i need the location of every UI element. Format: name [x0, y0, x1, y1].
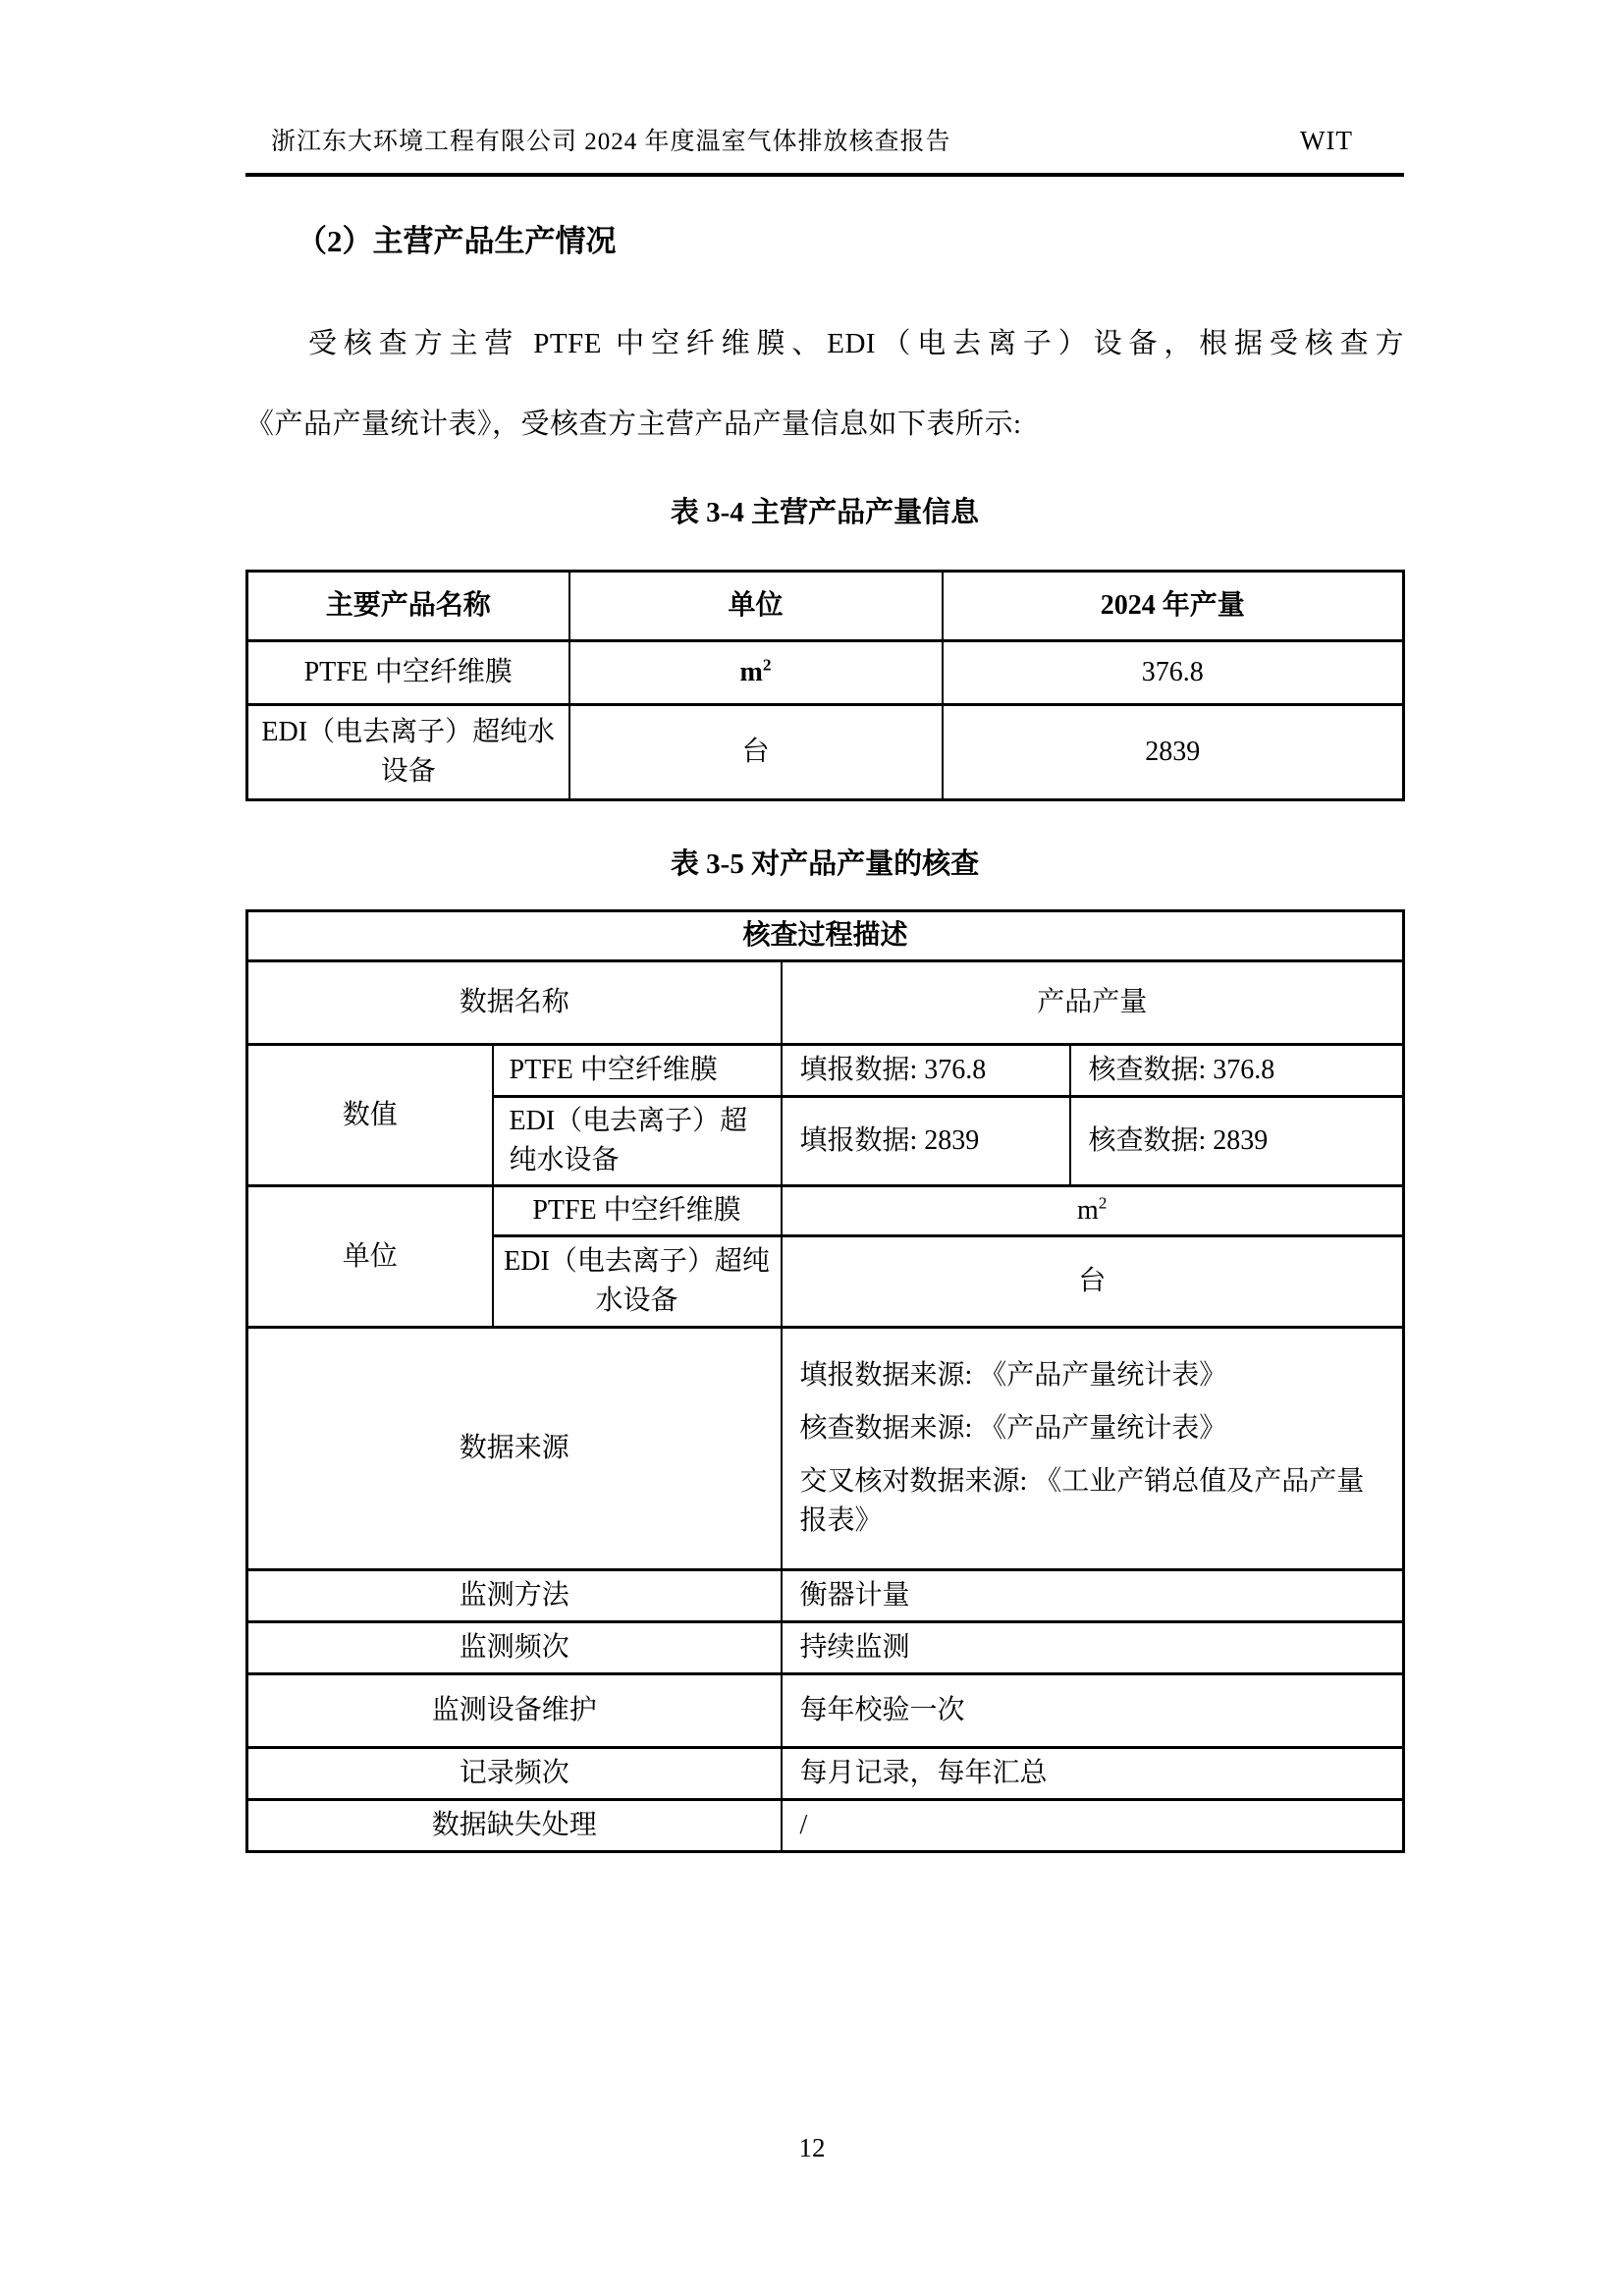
t35-data-name-label: 数据名称: [247, 961, 782, 1045]
t35-row-value-record-frequency: 每月记录，每年汇总: [782, 1748, 1404, 1800]
t35-numeric-label: 数值: [247, 1045, 493, 1186]
table34-output-1: 376.8: [943, 641, 1404, 705]
section-heading: （2）主营产品生产情况: [297, 224, 617, 258]
table34-unit-1: [569, 641, 943, 705]
running-header: [245, 0, 1404, 157]
t35-verified-2: 核查数据: 2839: [1070, 1097, 1404, 1186]
t35-row-value-equipment-maintenance: 每年校验一次: [782, 1674, 1404, 1748]
table-row: [247, 1570, 1404, 1622]
t35-row-value-monitor-frequency: 持续监测: [782, 1622, 1404, 1674]
t35-unit-label: 单位: [247, 1186, 493, 1328]
table-row: [247, 1748, 1404, 1800]
t35-reported-2: 填报数据: 2839: [782, 1097, 1070, 1186]
source-line-reported: 填报数据来源: 《产品产量统计表》: [799, 1360, 1227, 1391]
table34-product-2: EDI（电去离子）超纯水设备: [247, 705, 569, 800]
table-row: [247, 961, 1404, 1045]
table34-header-unit: 单位: [569, 572, 943, 641]
unit-base: m: [1077, 1195, 1099, 1226]
table-row: [247, 1328, 1404, 1570]
t35-numeric-product-1: PTFE 中空纤维膜: [493, 1045, 782, 1097]
unit-base: m: [739, 657, 763, 687]
t35-process-header: 核查过程描述: [247, 911, 1404, 961]
t35-row-label-equipment-maintenance: 监测设备维护: [247, 1674, 782, 1748]
table-row: [247, 705, 1404, 800]
page-number: 12: [798, 2133, 826, 2162]
table-row: [247, 911, 1404, 961]
table-row: [247, 641, 1404, 705]
production-output-table: [245, 570, 1405, 801]
table-row: [247, 1674, 1404, 1748]
unit-superscript: 2: [1098, 1193, 1108, 1213]
t35-row-label-monitor-frequency: 监测频次: [247, 1622, 782, 1674]
t35-unit-product-1: PTFE 中空纤维膜: [493, 1186, 782, 1236]
unit-base: 台: [741, 737, 770, 767]
t35-unit-value-2: [782, 1236, 1404, 1328]
table35-title: 表 3-5 对产品产量的核查: [670, 848, 980, 880]
t35-reported-1: 填报数据: 376.8: [782, 1045, 1070, 1097]
table-row: [247, 1622, 1404, 1674]
table34-product-1: PTFE 中空纤维膜: [247, 641, 569, 705]
table34-unit-2: [569, 705, 943, 800]
header-divider: [245, 173, 1404, 177]
table34-header-product: 主要产品名称: [247, 572, 569, 641]
t35-row-value-missing-data: /: [782, 1800, 1404, 1852]
wit-logo-text: WIT: [1300, 126, 1353, 155]
t35-row-label-record-frequency: 记录频次: [247, 1748, 782, 1800]
table-row: [247, 1186, 1404, 1236]
t35-data-name-value: 产品产量: [782, 961, 1404, 1045]
source-line-crosscheck: 交叉核对数据来源: 《工业产销总值及产品产量报表》: [799, 1466, 1365, 1536]
t35-unit-value-1: [782, 1186, 1404, 1236]
document-title: 浙江东大环境工程有限公司 2024 年度温室气体排放核查报告: [271, 129, 951, 155]
table34-title: 表 3-4 主营产品产量信息: [670, 497, 980, 528]
t35-verified-1: 核查数据: 376.8: [1070, 1045, 1404, 1097]
table-row: [247, 1045, 1404, 1097]
table34-header-output: 2024 年产量: [943, 572, 1404, 641]
t35-source-cell: [782, 1328, 1404, 1570]
paragraph-line-2: 《产品产量统计表》，受核查方主营产品产量信息如下表所示:: [245, 409, 1022, 440]
t35-unit-product-2: EDI（电去离子）超纯水设备: [493, 1236, 782, 1328]
t35-numeric-product-2: EDI（电去离子）超纯水设备: [493, 1097, 782, 1186]
t35-source-label: 数据来源: [247, 1328, 782, 1570]
t35-row-label-missing-data: 数据缺失处理: [247, 1800, 782, 1852]
output-verification-table: [245, 909, 1405, 1853]
source-line-verified: 核查数据来源: 《产品产量统计表》: [799, 1413, 1227, 1444]
table-row: [247, 1800, 1404, 1852]
unit-superscript: 2: [762, 655, 772, 675]
t35-row-label-monitor-method: 监测方法: [247, 1570, 782, 1622]
t35-row-value-monitor-method: 衡器计量: [782, 1570, 1404, 1622]
table-header-row: [247, 572, 1404, 641]
unit-base: 台: [1078, 1266, 1107, 1296]
paragraph-line-1: 受核查方主营 PTFE 中空纤维膜、EDI（电去离子）设备，根据受核查方: [308, 328, 1404, 359]
table34-output-2: 2839: [943, 705, 1404, 800]
